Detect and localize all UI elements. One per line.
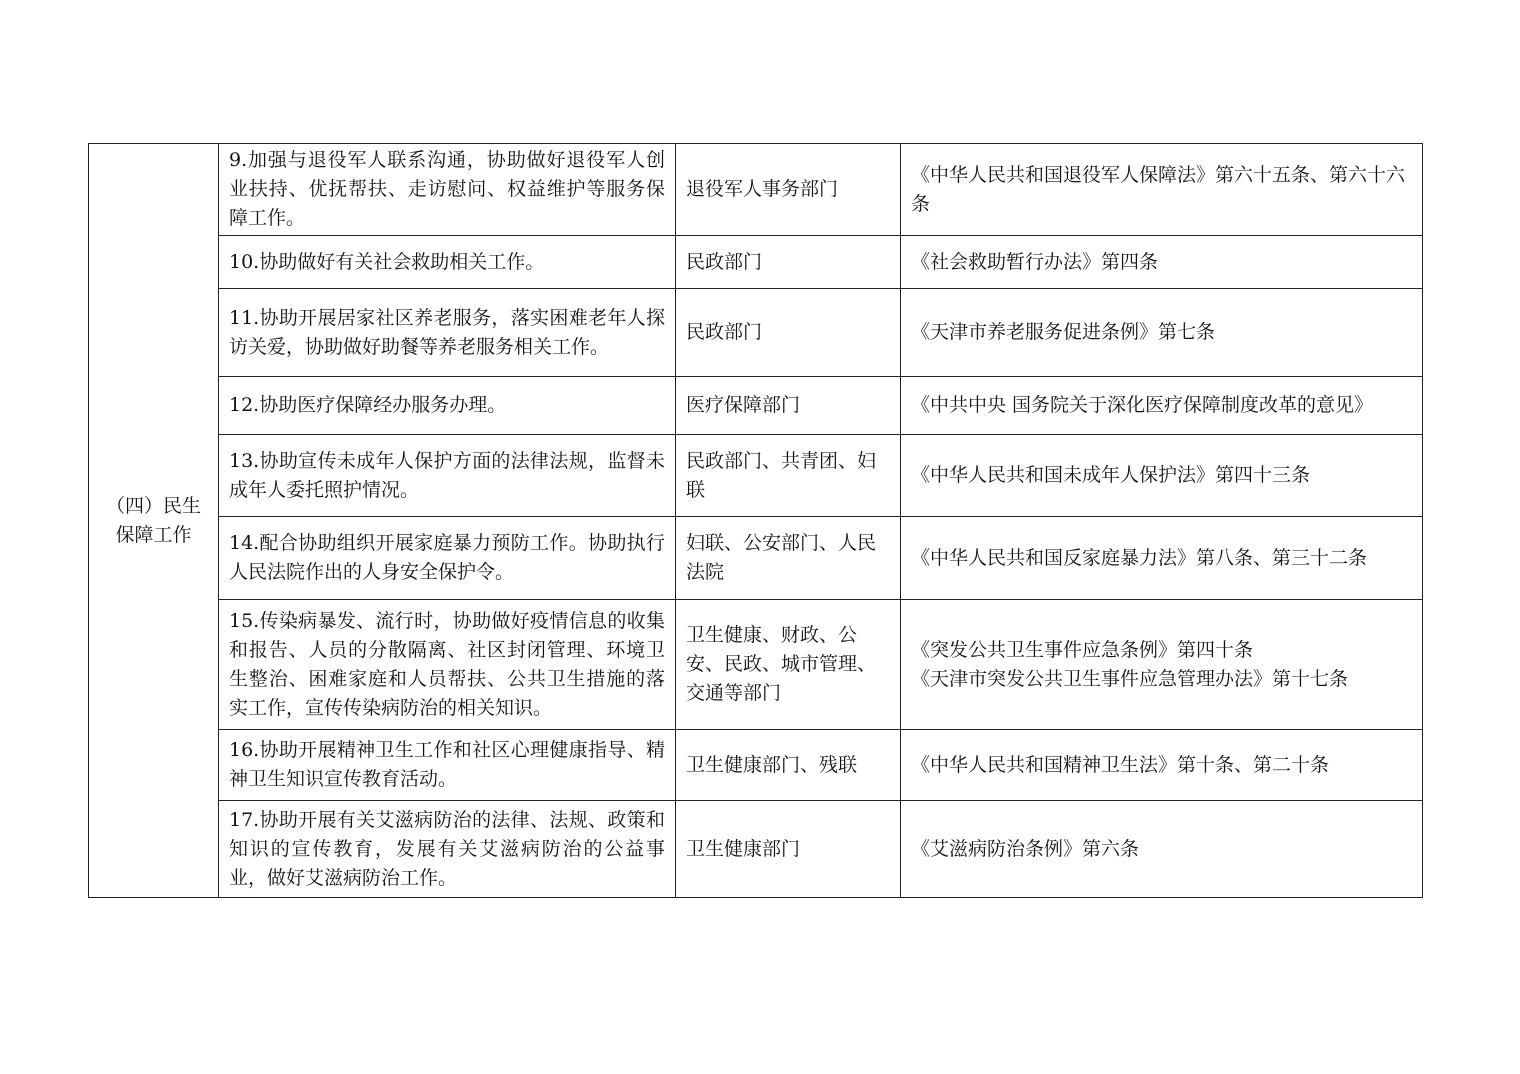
task-cell: 12.协助医疗保障经办服务办理。 (219, 377, 676, 435)
dept-cell: 民政部门、共青团、妇联 (676, 435, 901, 517)
table-row (89, 144, 1423, 236)
dept-cell: 民政部门 (676, 236, 901, 289)
dept-cell: 妇联、公安部门、人民法院 (676, 517, 901, 600)
task-cell: 14.配合协助组织开展家庭暴力预防工作。协助执行人民法院作出的人身安全保护令。 (219, 517, 676, 600)
task-cell: 16.协助开展精神卫生工作和社区心理健康指导、精神卫生知识宣传教育活动。 (219, 730, 676, 801)
basis-cell: 《中华人民共和国反家庭暴力法》第八条、第三十二条 (901, 517, 1423, 600)
dept-cell: 卫生健康部门 (676, 801, 901, 898)
duty-list-table (88, 143, 1423, 898)
basis-cell: 《艾滋病防治条例》第六条 (901, 801, 1423, 898)
basis-cell: 《天津市养老服务促进条例》第七条 (901, 289, 1423, 377)
table-row (89, 377, 1423, 435)
task-cell: 10.协助做好有关社会救助相关工作。 (219, 236, 676, 289)
dept-cell: 卫生健康部门、残联 (676, 730, 901, 801)
category-cell: （四）民生保障工作 (89, 144, 219, 898)
dept-cell: 民政部门 (676, 289, 901, 377)
table-row (89, 801, 1423, 898)
basis-cell: 《社会救助暂行办法》第四条 (901, 236, 1423, 289)
basis-cell: 《中共中央 国务院关于深化医疗保障制度改革的意见》 (901, 377, 1423, 435)
task-cell: 13.协助宣传未成年人保护方面的法律法规，监督未成年人委托照护情况。 (219, 435, 676, 517)
table-row (89, 600, 1423, 730)
basis-cell: 《中华人民共和国退役军人保障法》第六十五条、第六十六条 (901, 144, 1423, 236)
table-row (89, 289, 1423, 377)
table-row (89, 517, 1423, 600)
task-cell: 9.加强与退役军人联系沟通，协助做好退役军人创业扶持、优抚帮扶、走访慰问、权益维护等服务保障工作。 (219, 144, 676, 236)
table-row (89, 730, 1423, 801)
dept-cell: 医疗保障部门 (676, 377, 901, 435)
basis-cell: 《中华人民共和国精神卫生法》第十条、第二十条 (901, 730, 1423, 801)
basis-cell: 《突发公共卫生事件应急条例》第四十条 《天津市突发公共卫生事件应急管理办法》第十七条 (901, 600, 1423, 730)
dept-cell: 退役军人事务部门 (676, 144, 901, 236)
dept-cell: 卫生健康、财政、公安、民政、城市管理、交通等部门 (676, 600, 901, 730)
basis-cell: 《中华人民共和国未成年人保护法》第四十三条 (901, 435, 1423, 517)
table-row (89, 435, 1423, 517)
task-cell: 15.传染病暴发、流行时，协助做好疫情信息的收集和报告、人员的分散隔离、社区封闭管理、环境卫生整治、困难家庭和人员帮扶、公共卫生措施的落实工作，宣传传染病防治的相关知识。 (219, 600, 676, 730)
table-row (89, 236, 1423, 289)
task-cell: 17.协助开展有关艾滋病防治的法律、法规、政策和知识的宣传教育，发展有关艾滋病防治的公益事业，做好艾滋病防治工作。 (219, 801, 676, 898)
task-cell: 11.协助开展居家社区养老服务，落实困难老年人探访关爱，协助做好助餐等养老服务相关工作。 (219, 289, 676, 377)
